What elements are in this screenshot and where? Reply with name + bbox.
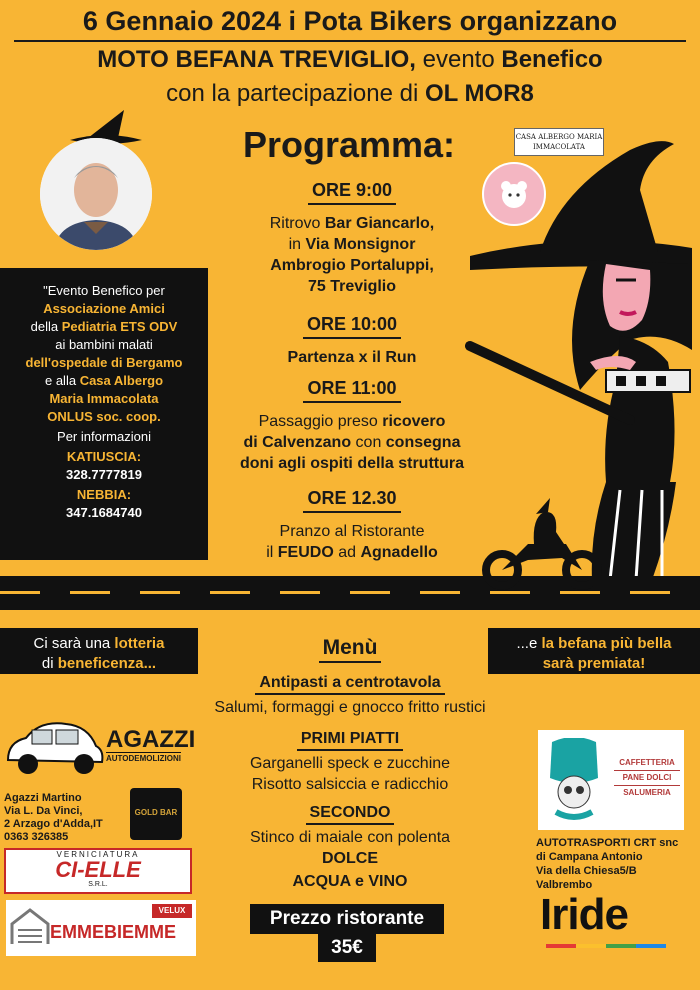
skull-icon [542,738,606,824]
iride-logo: Iride [540,890,628,939]
header-event-line [0,46,700,74]
programma-item-3 [196,378,508,474]
event-connector: evento [415,46,502,73]
info-line: Associazione Amici [43,301,165,316]
programma-item-2 [206,314,498,368]
item-1-line-2: in Via Monsignor [288,236,416,253]
time-label: ORE 12.30 [303,488,400,513]
item-3-line-2: di Calvenzano con consegna [243,434,461,451]
item-1-line-1: Ritrovo Bar Giancarlo, [269,215,435,232]
info-box [0,268,208,560]
info-line: e alla Casa Albergo [44,373,164,388]
cielle-logo: VERNICIATURA CI-ELLE S.R.L. [4,848,192,894]
agazzi-logo: AGAZZI [106,726,196,753]
menu-section [200,636,500,663]
caffetteria-logo [538,730,684,830]
info-line: "Evento Benefico per [43,283,165,298]
gold-bar-logo: GOLD BAR [130,788,182,840]
house-lines-icon [10,906,50,946]
header-title: 6 Gennaio 2024 i Pota Bikers organizzano [82,6,618,36]
item-3-line-1: Passaggio preso ricovero [258,413,446,430]
programma-item-4 [206,488,498,563]
time-label: ORE 10:00 [303,314,401,339]
casa-albergo-logo: CASA ALBERGO MARIA IMMACOLATA [514,128,604,156]
dolce-text: DOLCE [322,850,378,867]
time-label: ORE 11:00 [303,378,400,403]
programma-item-1 [206,180,498,297]
antipasti-heading: Antipasti a centrotavola [255,674,444,695]
event-name: MOTO BEFANA TREVIGLIO, [97,46,416,73]
antipasti-text: Salumi, formaggi e gnocco fritto rustici [214,699,486,716]
item-2-line-1: Partenza x il Run [287,349,417,366]
item-4-line-2: il FEUDO ad Agnadello [266,544,438,561]
participation-name: OL MOR8 [424,80,534,107]
participation-text: con la partecipazione di [166,80,425,107]
road-dashes [0,591,700,594]
crt-address: AUTOTRASPORTI CRT snc di Campana Antonio Via della Chiesa5/B Valbrembo [536,837,679,891]
item-1-line-3: Ambrogio Portaluppi, [270,257,434,274]
info-line: ai bambini malati [55,337,153,352]
contact-phone[interactable]: 328.7777819 [66,467,142,482]
emmebiemme-logo: EMMEBIEMME VELUX [6,900,196,956]
primi-line-2: Risotto salsiccia e radicchio [251,776,449,793]
item-4-line-1: Pranzo al Ristorante [279,523,425,540]
secondo-text: Stinco di maiale con polenta [249,829,451,846]
acqua-text: ACQUA e VINO [292,873,408,890]
befana-banner: ...e la befana più bella sarà premiata! [488,628,700,674]
iride-color-stripe [546,944,666,948]
price-label: Prezzo ristorante [250,904,444,934]
header-underline [14,40,686,42]
menu-antipasti [150,674,550,718]
car-icon [2,716,106,780]
motorbike-icon [478,498,608,590]
info-line: ONLUS soc. coop. [47,409,161,424]
primi-heading: PRIMI PIATTI [297,730,403,751]
agazzi-subtitle: AUTODEMOLIZIONI [106,754,181,763]
caffetteria-text: CAFFETTERIA PANE DOLCI SALUMERIA [614,756,680,800]
info-line: Per informazioni [57,429,151,444]
menu-primi [200,730,500,795]
programma-title: Programma: [242,124,456,165]
person-icon [40,138,152,250]
primi-line-1: Garganelli speck e zucchine [249,755,451,772]
menu-title: Menù [319,636,382,663]
info-line: dell'ospedale di Bergamo [25,355,183,370]
time-label: ORE 9:00 [308,180,396,205]
info-line: Maria Immacolata [49,391,159,406]
lotteria-banner: Ci sarà una lotteria di beneficenza... [0,628,198,674]
item-1-line-4: 75 Treviglio [307,278,397,295]
menu-secondo [200,804,500,892]
contact-name: KATIUSCIA: [66,449,142,464]
info-line: della Pediatria ETS ODV [30,319,178,334]
secondo-heading: SECONDO [306,804,395,825]
contact-name: NEBBIA: [76,487,132,502]
contact-phone[interactable]: 347.1684740 [66,505,142,520]
price-value: 35€ [318,934,376,962]
agazzi-address: Agazzi Martino Via L. Da Vinci, 2 Arzago d'Adda,IT 0363 326385 [4,792,103,843]
item-3-line-3: doni agli ospiti della struttura [239,455,464,472]
portrait-avatar [40,138,152,250]
event-benefico: Benefico [501,46,603,73]
